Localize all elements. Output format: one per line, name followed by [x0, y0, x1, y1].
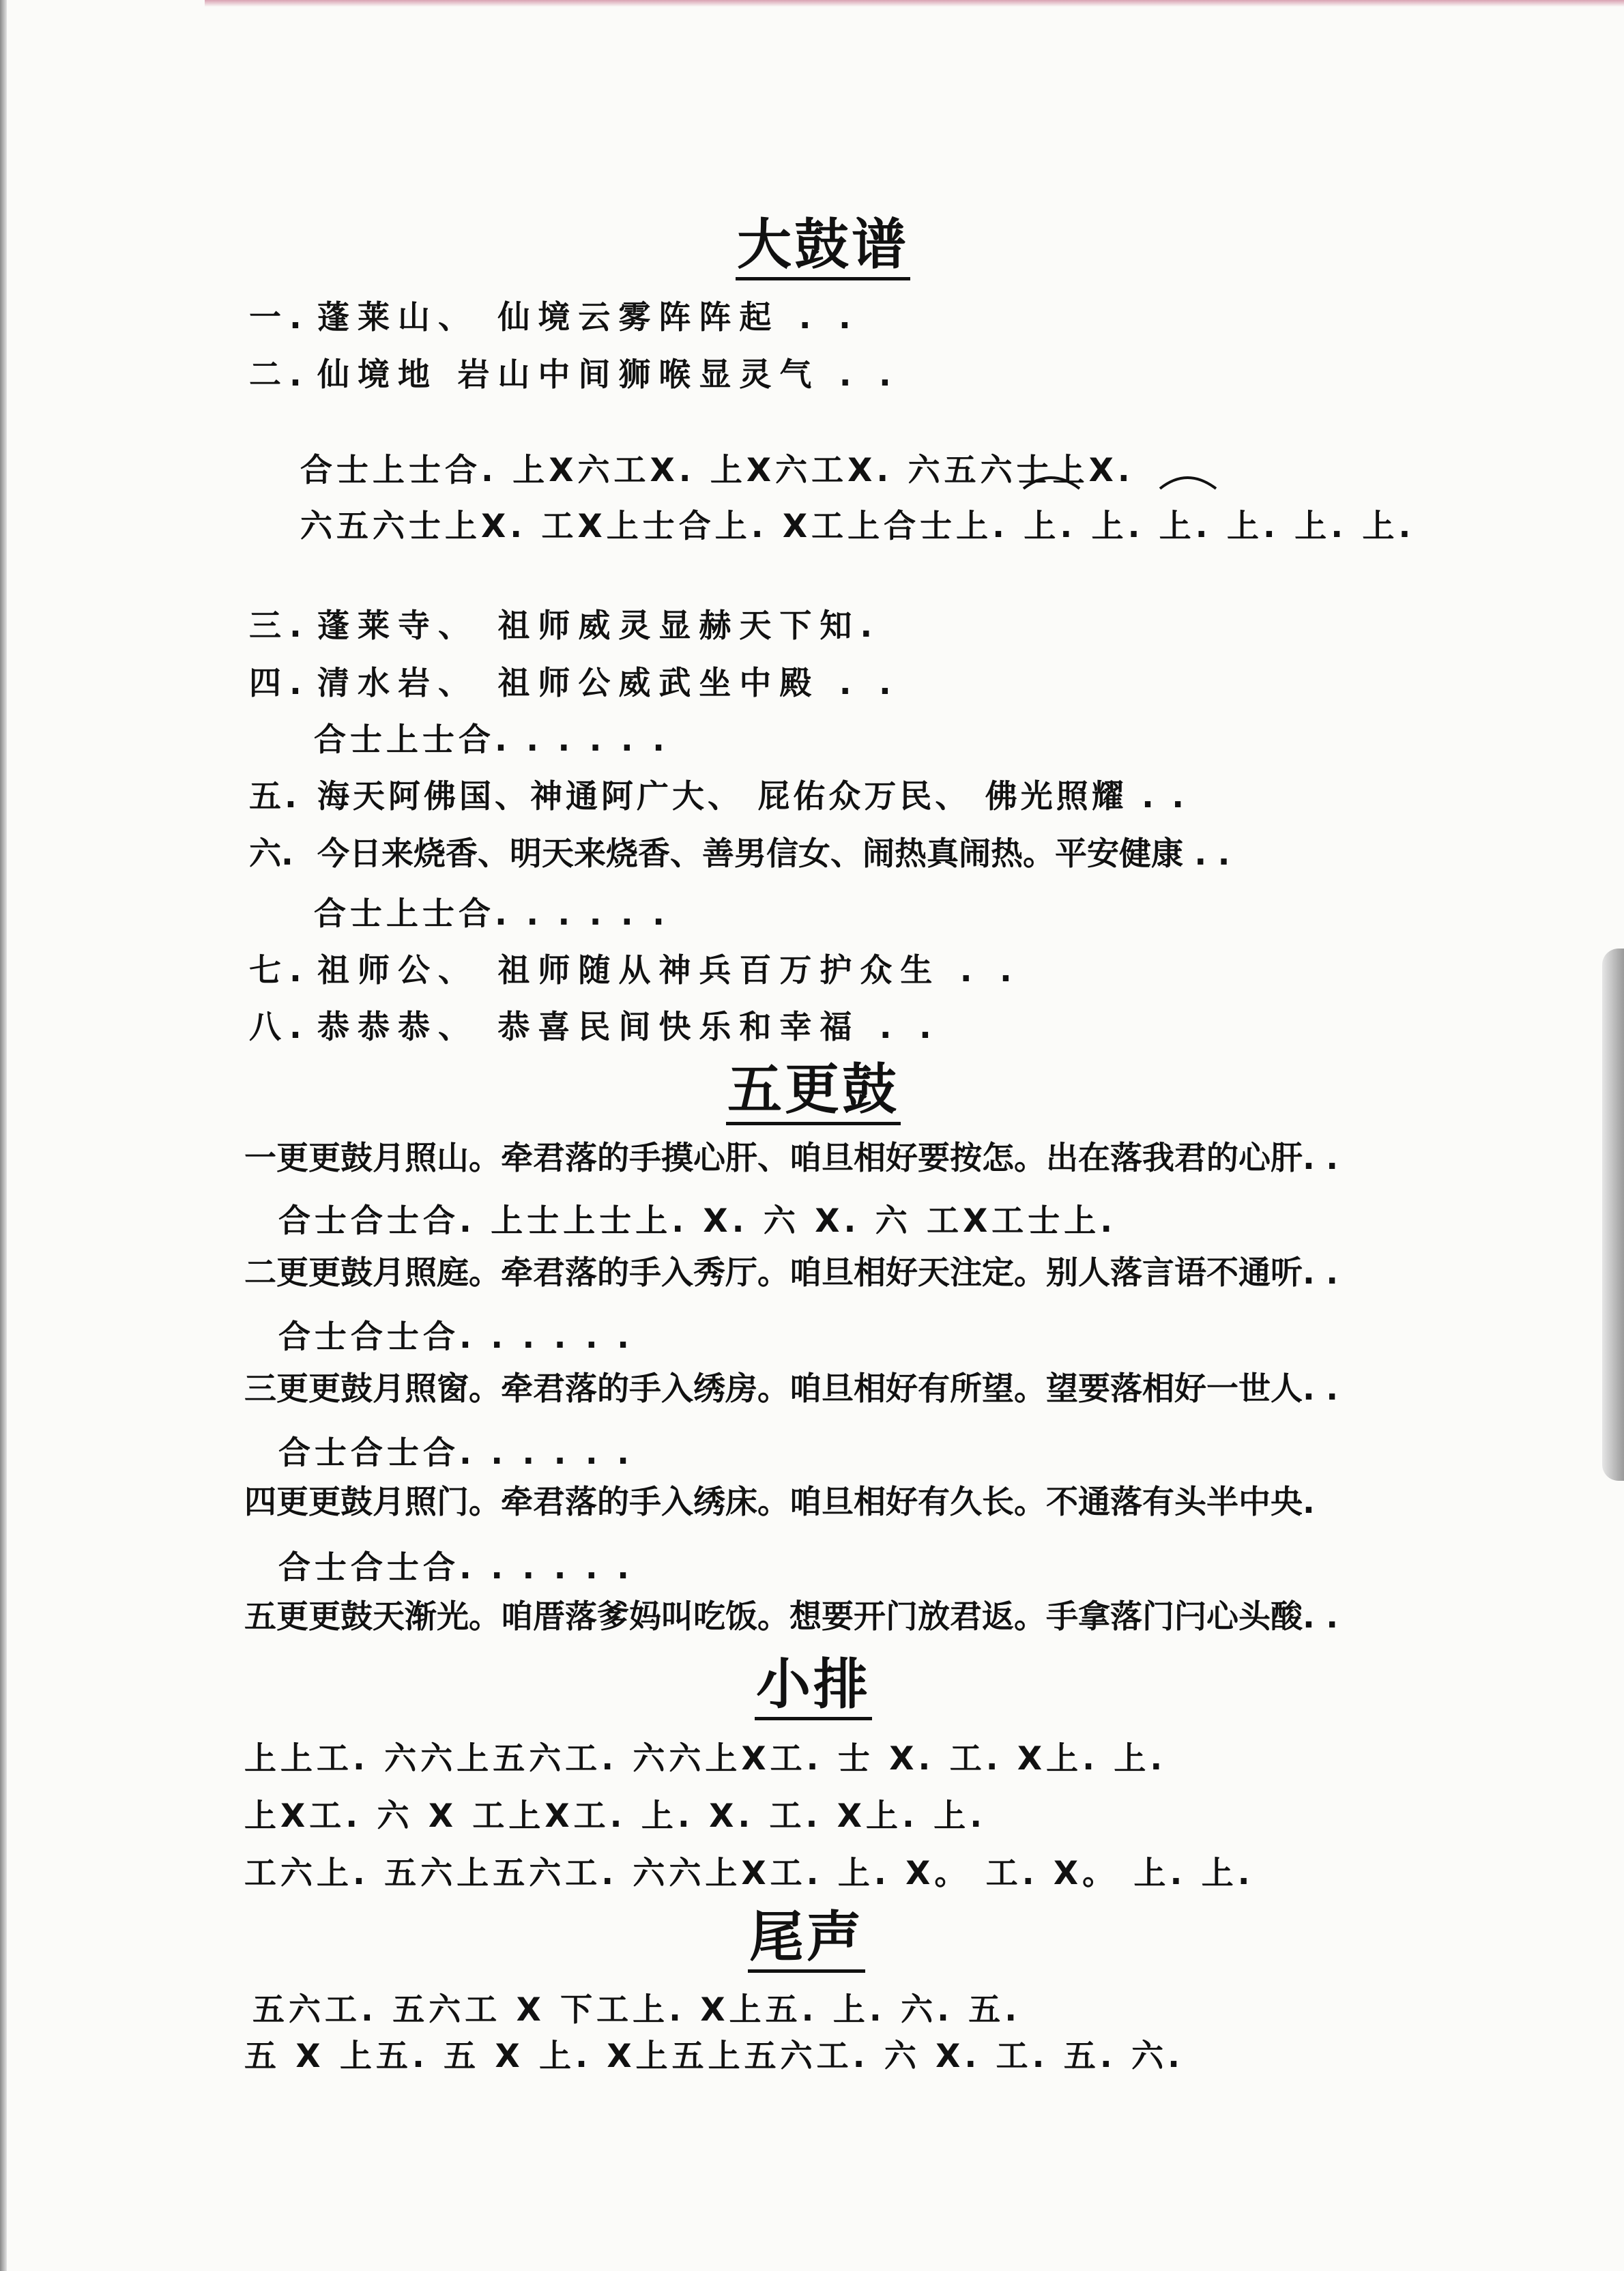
- notation-line: 合士上士合. . . . . .: [314, 895, 669, 933]
- notation-line: 合士合士合. 上士上士上. X. 六 X. 六 工X工士上.: [278, 1202, 1117, 1240]
- section-title-xiaopai: 小排: [755, 1651, 872, 1720]
- notation-line: 五 X 上五. 五 X 上. X上五上五六工. 六 X. 工. 五. 六.: [244, 2038, 1184, 2075]
- notation-line: 工六上. 五六上五六工. 六六上X工. 上. X。 工. X。 上. 上.: [244, 1855, 1254, 1892]
- lyric-line: 一更更鼓月照山。牵君落的手摸心肝、咱旦相好要按怎。出在落我君的心肝. .: [244, 1140, 1339, 1177]
- verse-line-6: 六. 今日来烧香、明天来烧香、善男信女、闹热真闹热。平安健康 . .: [249, 835, 1230, 873]
- notation-line: 六五六士上X. 工X上士合上. X工上合士上. 上. 上. 上. 上. 上. 上.: [300, 508, 1415, 545]
- section-title-wugenggu: 五更鼓: [726, 1056, 901, 1125]
- lyric-line: 三更更鼓月照窗。牵君落的手入绣房。咱旦相好有所望。望要落相好一世人. .: [244, 1370, 1339, 1408]
- verse-line-2: 二. 仙境地 岩山中间狮喉显灵气 . .: [249, 356, 899, 394]
- slur-marks: [1017, 464, 1303, 491]
- notation-line: 五六工. 五六工 X 下工上. X上五. 上. 六. 五.: [252, 1991, 1021, 2029]
- verse-line-8: 八. 恭恭恭、 恭喜民间快乐和幸福 . .: [249, 1009, 940, 1046]
- verse-line-7: 七. 祖师公、 祖师随从神兵百万护众生 . .: [249, 952, 1020, 989]
- verse-line-3: 三. 蓬莱寺、 祖师威灵显赫天下知.: [249, 607, 881, 645]
- lyric-line: 五更更鼓天渐光。咱厝落爹妈叫吃饭。想要开门放君返。手拿落门闩心头酸. .: [244, 1598, 1339, 1636]
- notation-line: 上上工. 六六上五六工. 六六上X工. 士 X. 工. X上. 上.: [244, 1740, 1167, 1778]
- notation-line: 合士合士合. . . . . .: [278, 1318, 633, 1356]
- verse-line-1: 一. 蓬莱山、 仙境云雾阵阵起 . .: [249, 299, 859, 336]
- notation-line: 合士上士合. 上X六工X. 上X六工X. 六五六士上X.: [300, 452, 1134, 489]
- verse-line-4: 四. 清水岩、 祖师公威武坐中殿 . .: [249, 665, 899, 702]
- section-title-dagupu: 大鼓谱: [736, 212, 910, 280]
- notation-line: 合士上士合. . . . . .: [314, 721, 669, 759]
- lyric-line: 二更更鼓月照庭。牵君落的手入秀厅。咱旦相好天注定。别人落言语不通听. .: [244, 1254, 1339, 1292]
- verse-line-5: 五. 海天阿佛国、神通阿广大、 屁佑众万民、 佛光照耀 . .: [249, 778, 1188, 815]
- notation-line: 合士合士合. . . . . .: [278, 1549, 633, 1587]
- notation-line: 上X工. 六 X 工上X工. 上. X. 工. X上. 上.: [244, 1797, 987, 1835]
- section-title-weisheng: 尾声: [748, 1904, 865, 1973]
- notation-line: 合士合士合. . . . . .: [278, 1434, 633, 1472]
- lyric-line: 四更更鼓月照门。牵君落的手入绣床。咱旦相好有久长。不通落有头半中央.: [244, 1484, 1315, 1521]
